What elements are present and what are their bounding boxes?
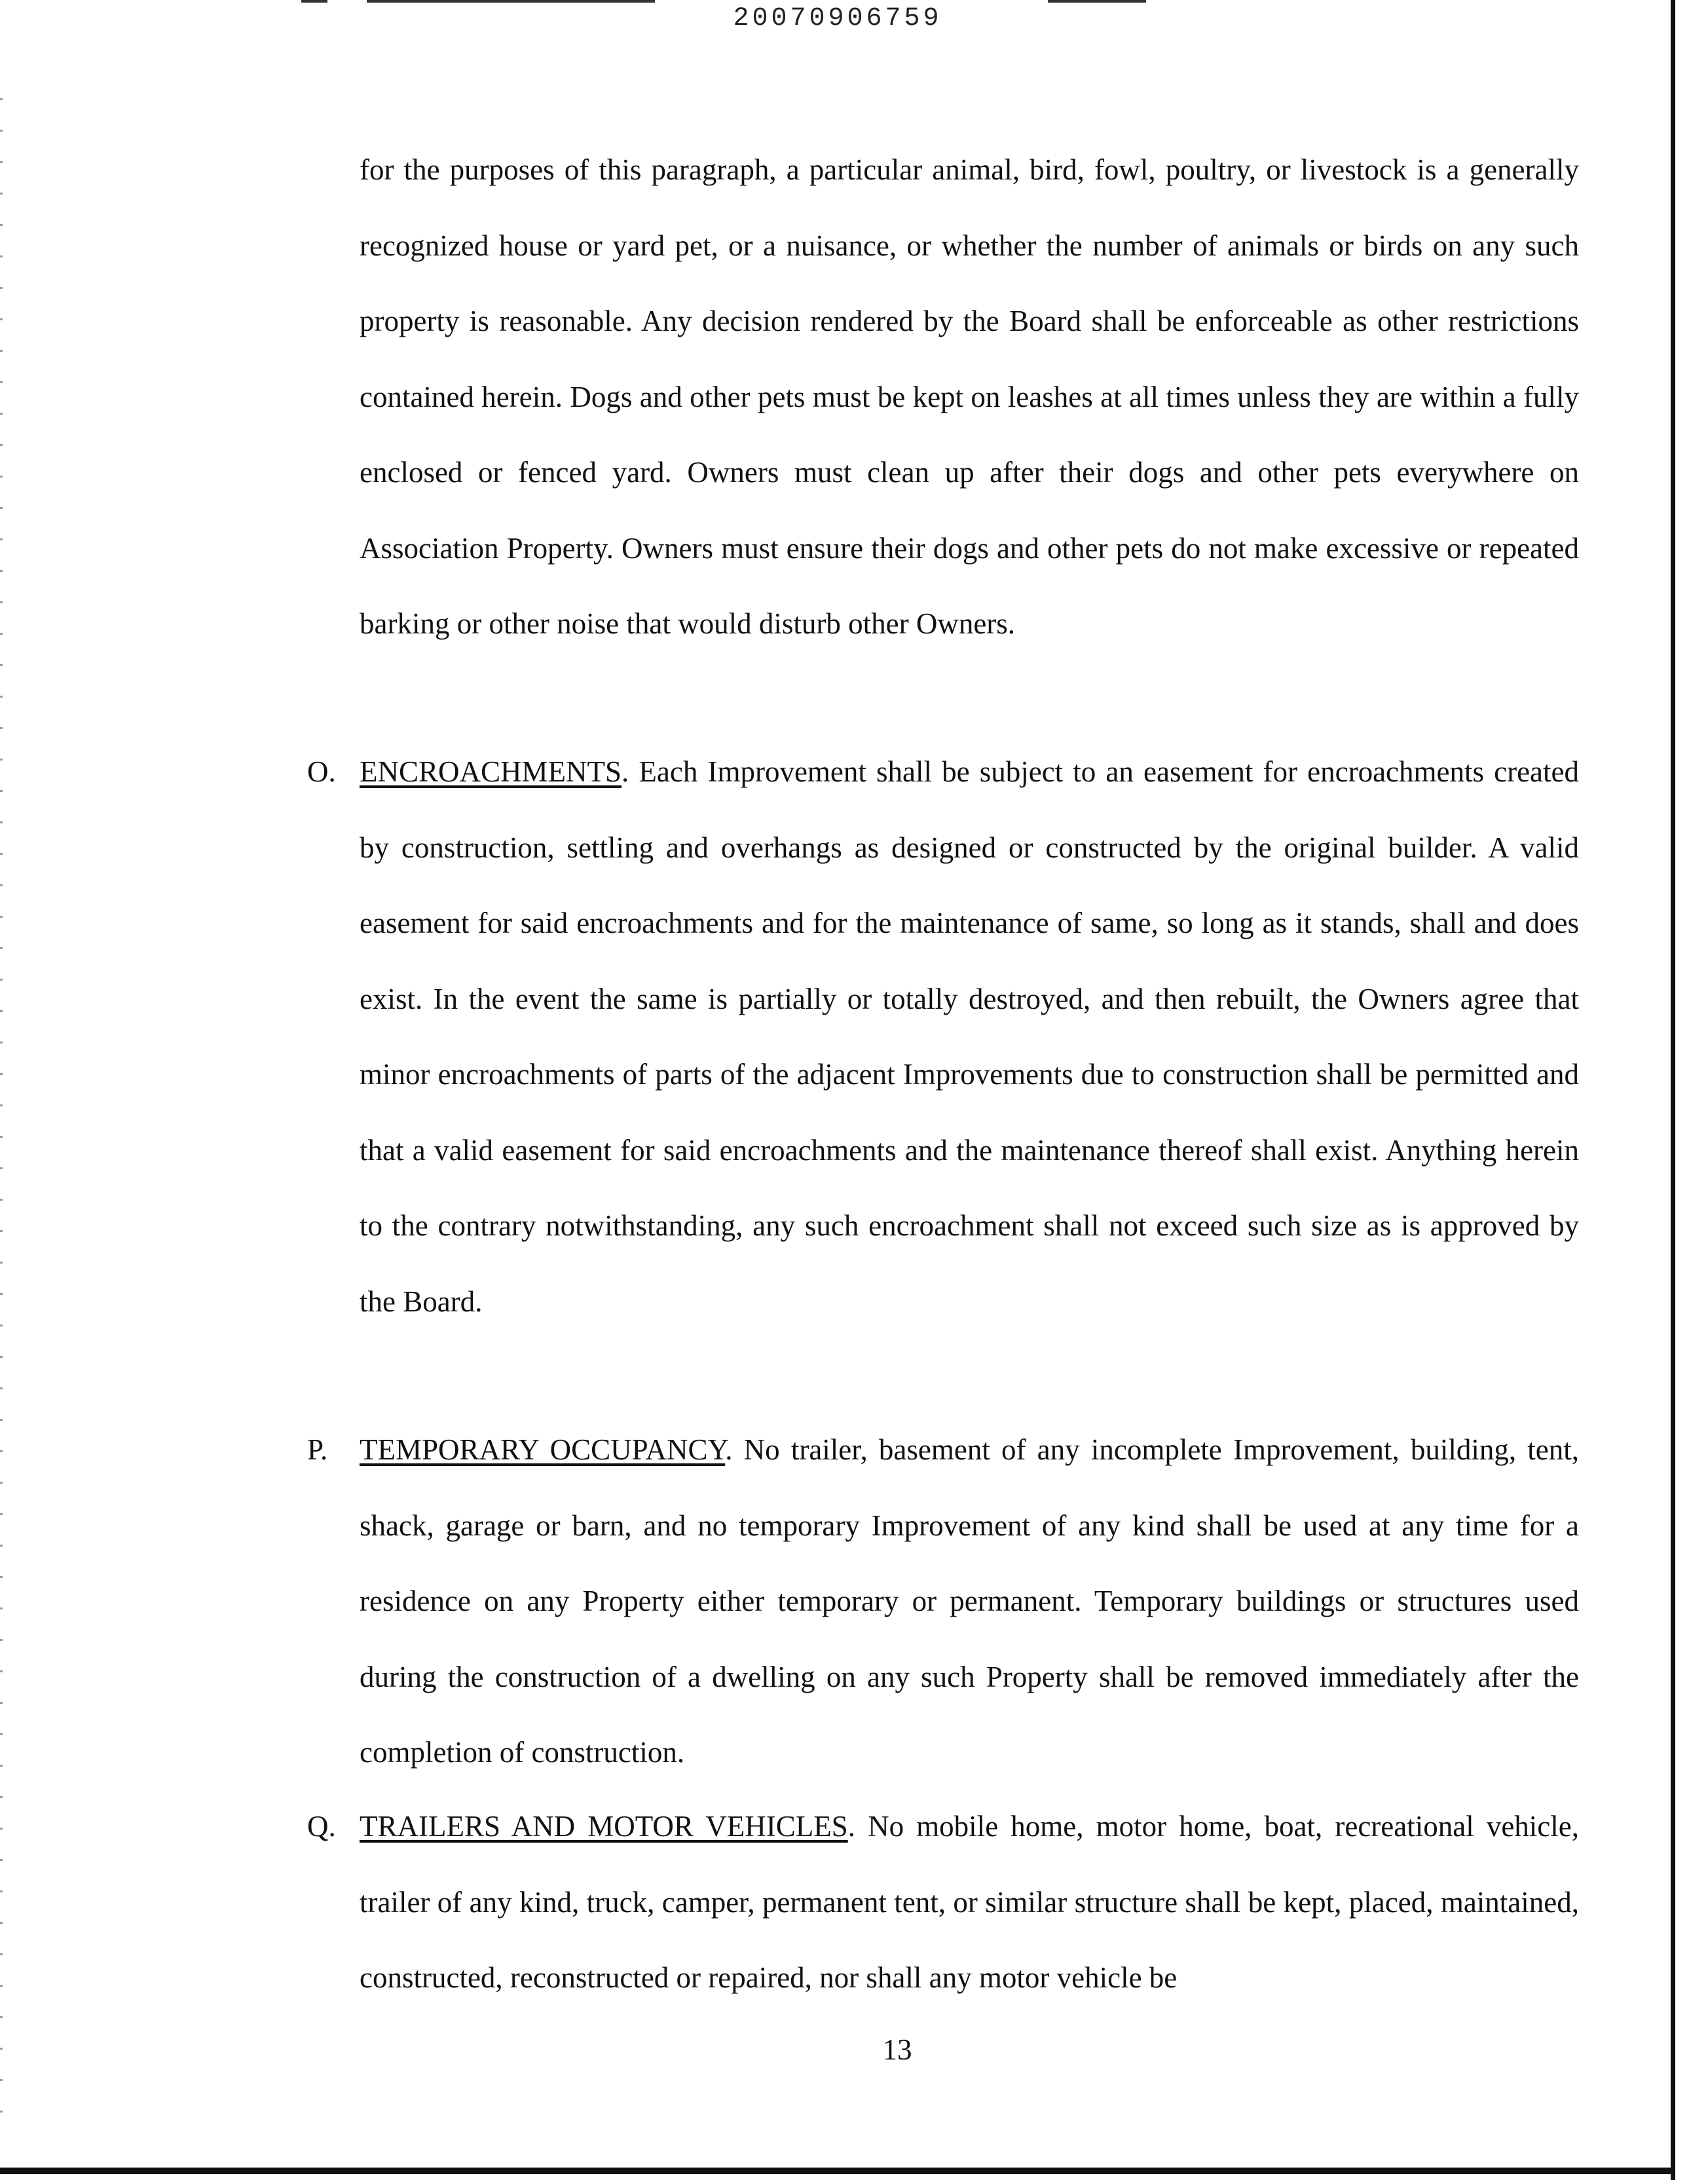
page-edge-bottom [0, 2168, 1675, 2174]
section-letter: O. [307, 755, 336, 788]
section-letter: Q. [307, 1810, 336, 1843]
section-letter: P. [307, 1433, 328, 1466]
continuation-paragraph [360, 132, 1579, 662]
scan-artifact-rule [367, 0, 655, 3]
scan-artifact-rule [1048, 0, 1146, 3]
section-q [307, 1789, 1579, 2016]
page-number: 13 [882, 2033, 912, 2066]
scan-edge-marks [0, 98, 3, 2129]
section-text: . No trailer, basement of any incomplete Improvement, building, tent, shack, garage or barn, and no temporary Improvement of any kind shall be used at any time for a residence on any Property either temporary or permanent. Temporary buildings or structures used during the construction of a dwelling on any such Property shall be removed immediately after the completion of construction. [360, 1433, 1579, 1769]
section-p [307, 1412, 1579, 1791]
section-title: TEMPORARY OCCUPANCY [360, 1433, 726, 1466]
section-text: . No mobile home, motor home, boat, recreational vehicle, trailer of any kind, truck, camper, permanent tent, or similar structure shall be kept, placed, maintained, constructed, reconstructed or repaired, nor shall any motor vehicle be [360, 1810, 1579, 1994]
section-o [307, 734, 1579, 1340]
scan-artifact-rule [301, 0, 327, 3]
section-title: ENCROACHMENTS [360, 755, 622, 788]
section-title: TRAILERS AND MOTOR VEHICLES [360, 1810, 848, 1843]
page-edge-right [1671, 0, 1675, 2180]
document-number: 20070906759 [733, 4, 942, 33]
section-text: . Each Improvement shall be subject to an easement for encroachments created by construction, settling and overhangs as designed or constructed by the original builder. A valid easement for said encroachments and for the maintenance of same, so long as it stands, shall and does exist. In the event the same is partially or totally destroyed, and then rebuilt, the Owners agree that minor encroachments of parts of the adjacent Improvements due to construction shall be permitted and that a valid easement for said encroachments and the maintenance thereof shall exist. Anything herein to the contrary notwithstanding, any such encroachment shall not exceed such size as is approved by the Board. [360, 755, 1579, 1318]
continuation-text: for the purposes of this paragraph, a particular animal, bird, fowl, poultry, or livestock is a generally recognized house or yard pet, or a nuisance, or whether the number of animals or birds on any such property is reasonable. Any decision rendered by the Board shall be enforceable as other restrictions contained herein. Dogs and other pets must be kept on leashes at all times unless they are within a fully enclosed or fenced yard. Owners must clean up after their dogs and other pets everywhere on Association Property. Owners must ensure their dogs and other pets do not make excessive or repeated barking or other noise that would disturb other Owners. [360, 153, 1579, 640]
